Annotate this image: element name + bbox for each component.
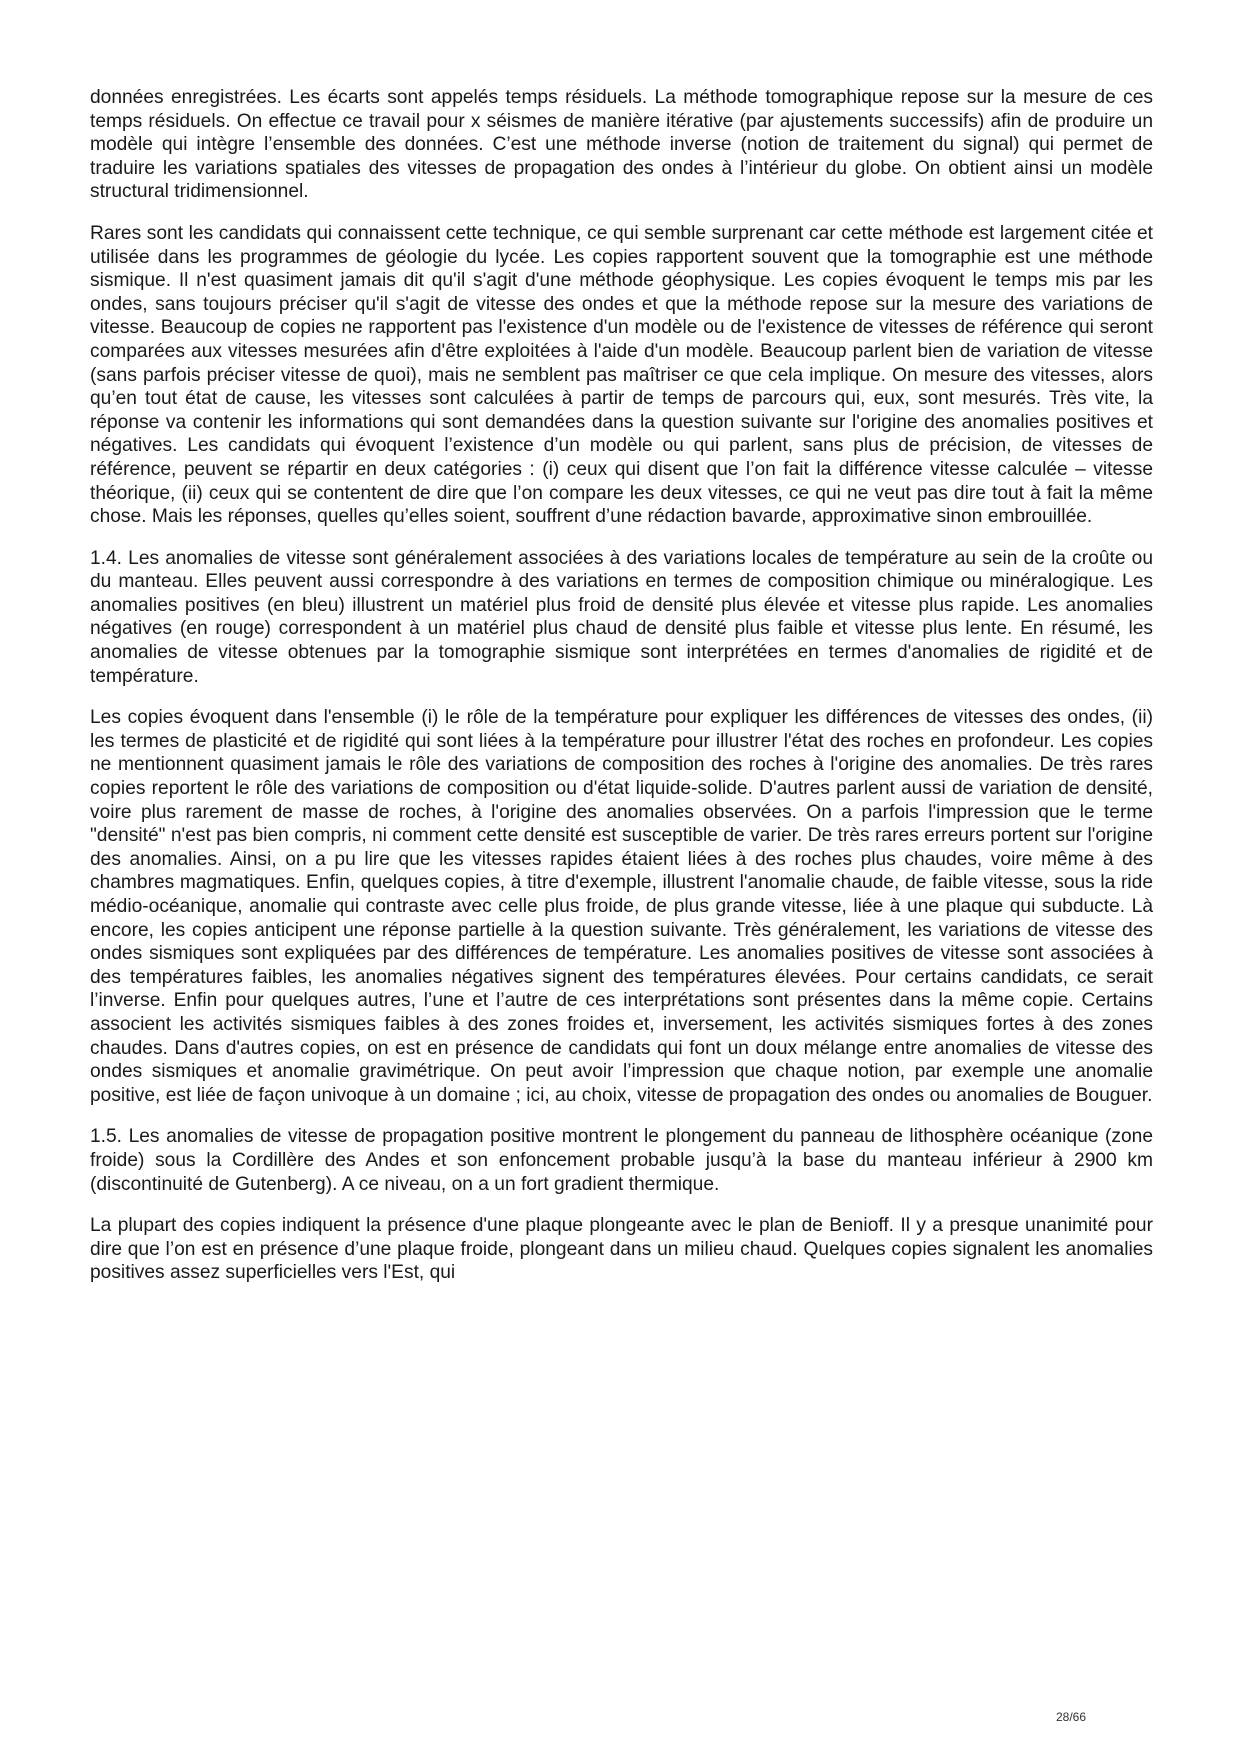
paragraph-copies-temperature: Les copies évoquent dans l'ensemble (i) le rôle de la température pour expliquer les différences de vitesses des ondes, (ii) les termes de plasticité et de rigidité qui sont liées à la température pour illustrer l'état des roches en profondeur. Les copies ne mentionnent quasiment jamais le rôle des variations de composition des roches à l'origine des anomalies. De très rares copies reportent le rôle des variations de composition ou d'état liquide-solide. D'autres parlent aussi de variation de densité, voire plus rarement de masse de roches, à l'origine des anomalies observées. On a parfois l'impression que le terme "densité" n'est pas bien compris, ni comment cette densité est susceptible de varier. De très rares erreurs portent sur l'origine des anomalies. Ainsi, on a pu lire que les vitesses rapides étaient liées à des roches plus chaudes, voire même à des chambres magmatiques. Enfin, quelques copies, à titre d'exemple, illustrent l'anomalie chaude, de faible vitesse, sous la ride médio-océanique, anomalie qui contraste avec celle plus froide, de plus grande vitesse, liée à une plaque qui subducte. Là encore, les copies anticipent une réponse partielle à la question suivante. Très généralement, les variations de vitesse des ondes sismiques sont expliquées par des différences de température. Les anomalies positives de vitesse sont associées à des températures faibles, les anomalies négatives signent des températures élevées. Pour certains candidats, ce serait l’inverse. Enfin pour quelques autres, l’une et l’autre de ces interprétations sont présentes dans la même copie. Certains associent les activités sismiques faibles à des zones froides et, inversement, les activités sismiques fortes à des zones chaudes. Dans d'autres copies, on est en présence de candidats qui font un doux mélange entre anomalies de vitesse des ondes sismiques et anomalie gravimétrique. On peut avoir l’impression que chaque notion, par exemple une anomalie positive, est liée de façon univoque à un domaine ; ici, au choix, vitesse de propagation des ondes ou anomalies de Bouguer. xyxy=(90,707,1153,1106)
paragraph-tomography-method: données enregistrées. Les écarts sont appelés temps résiduels. La méthode tomographique repose sur la mesure de ces temps résiduels. On effectue ce travail pour x séismes de manière itérative (par ajustements successifs) afin de produire un modèle qui intègre l’ensemble des données. C’est une méthode inverse (notion de traitement du signal) qui permet de traduire les variations spatiales des vitesses de propagation des ondes à l’intérieur du globe. On obtient ainsi un modèle structural tridimensionnel. xyxy=(90,87,1153,203)
page-number: 28/66 xyxy=(1056,1710,1087,1724)
paragraph-plunging-plate: La plupart des copies indiquent la présence d'une plaque plongeante avec le plan de Benioff. Il y a presque unanimité pour dire que l’on est en présence d’une plaque froide, plongeant dans un milieu chaud. Quelques copies signalent les anomalies positives assez superficielles vers l'Est, qui xyxy=(90,1215,1153,1284)
document-body xyxy=(90,86,1153,1303)
paragraph-candidates-technique: Rares sont les candidats qui connaissent cette technique, ce qui semble surprenant car cette méthode est largement citée et utilisée dans les programmes de géologie du lycée. Les copies rapportent souvent que la tomographie est une méthode sismique. Il n'est quasiment jamais dit qu'il s'agit d'une méthode géophysique. Les copies évoquent le temps mis par les ondes, sans toujours préciser qu'il s'agit de vitesse des ondes et que la méthode repose sur la mesure des variations de vitesse. Beaucoup de copies ne rapportent pas l'existence d'un modèle ou de l'existence de vitesses de référence qui seront comparées aux vitesses mesurées afin d'être exploitées à l'aide d'un modèle. Beaucoup parlent bien de variation de vitesse (sans parfois préciser vitesse de quoi), mais ne semblent pas maîtriser ce que cela implique. On mesure des vitesses, alors qu’en tout état de cause, les vitesses sont calculées à partir de temps de parcours qui, eux, sont mesurés. Très vite, la réponse va contenir les informations qui sont demandées dans la question suivante sur l'origine des anomalies positives et négatives. Les candidats qui évoquent l’existence d’un modèle ou qui parlent, sans plus de précision, de vitesses de référence, peuvent se répartir en deux catégories : (i) ceux qui disent que l’on fait la différence vitesse calculée – vitesse théorique, (ii) ceux qui se contentent de dire que l’on compare les deux vitesses, ce qui ne veut pas dire tout à fait la même chose. Mais les réponses, quelles qu’elles soient, souffrent d’une rédaction bavarde, approximative sinon embrouillée. xyxy=(90,222,1153,528)
paragraph-section-1-5: 1.5. Les anomalies de vitesse de propagation positive montrent le plongement du panneau de lithosphère océanique (zone froide) sous la Cordillère des Andes et son enfoncement probable jusqu’à la base du manteau inférieur à 2900 km (discontinuité de Gutenberg). A ce niveau, on a un fort gradient thermique. xyxy=(90,1126,1153,1195)
paragraph-section-1-4: 1.4. Les anomalies de vitesse sont généralement associées à des variations locales de température au sein de la croûte ou du manteau. Elles peuvent aussi correspondre à des variations en termes de composition chimique ou minéralogique. Les anomalies positives (en bleu) illustrent un matériel plus froid de densité plus élevée et vitesse plus rapide. Les anomalies négatives (en rouge) correspondent à un matériel plus chaud de densité plus faible et vitesse plus lente. En résumé, les anomalies de vitesse obtenues par la tomographie sismique sont interprétées en termes d'anomalies de rigidité et de température. xyxy=(90,547,1153,687)
